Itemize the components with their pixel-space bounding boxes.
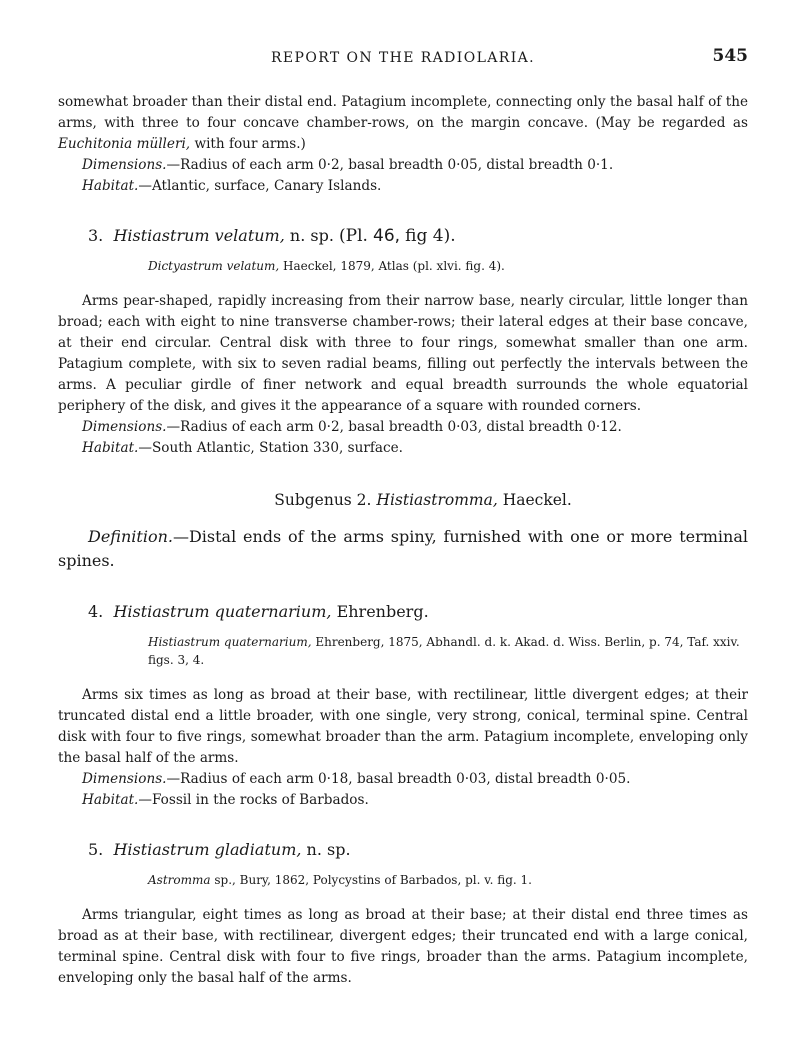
species-4-citation — [148, 633, 748, 669]
species-4-habitat — [58, 790, 748, 811]
species-authority: n. sp. — [306, 840, 351, 859]
species-4-description: Arms six times as long as broad at their base, with rectilinear, little divergent edges; at their truncated distal end a little broader, with one single, very strong, conical, terminal spine. Central disk with four to five rings, somewhat broader than the arm. Patagium incomplete, enveloping only the basal half of the arms. — [58, 687, 748, 766]
habitat-text: —Fossil in the rocks of Barbados. — [138, 792, 369, 808]
species-name: Histiastrum quaternarium, — [113, 602, 332, 621]
dimensions-text: —Radius of each arm 0·2, basal breadth 0·05, distal breadth 0·1. — [166, 157, 614, 173]
species-4-dimensions — [58, 769, 748, 790]
plate-number: 46, — [373, 226, 401, 246]
page-body — [58, 92, 748, 989]
dimensions-text: —Radius of each arm 0·2, basal breadth 0·03, distal breadth 0·12. — [166, 419, 622, 435]
subgenus-name: Histiastromma, — [376, 491, 498, 509]
subgenus-author: Haeckel. — [502, 491, 572, 509]
species-3-heading — [88, 225, 748, 247]
citation-text: Ehrenberg, 1875, Abhandl. d. k. Akad. d. Wiss. Berlin, p. 74, Taf. xxiv. figs. 3, 4. — [148, 635, 740, 667]
habitat-label: Habitat. — [82, 178, 139, 194]
intro-taxon: Euchitonia mülleri, — [58, 136, 191, 152]
dimensions-label: Dimensions. — [82, 419, 167, 435]
species-3-habitat — [58, 438, 748, 459]
species-number: 3. — [88, 226, 104, 245]
dimensions-label: Dimensions. — [82, 771, 167, 787]
species-number: 4. — [88, 602, 104, 621]
intro-dimensions — [58, 155, 748, 176]
habitat-text: —Atlantic, surface, Canary Islands. — [138, 178, 382, 194]
subgenus-prefix: Subgenus 2. — [274, 491, 372, 509]
dimensions-text: —Radius of each arm 0·18, basal breadth 0·03, distal breadth 0·05. — [166, 771, 631, 787]
page-header — [58, 46, 748, 70]
habitat-label: Habitat. — [82, 440, 139, 456]
species-authority: n. sp. — [289, 226, 334, 245]
species-4-heading — [88, 601, 748, 623]
species-5-citation — [148, 871, 748, 889]
subgenus-definition — [58, 525, 748, 573]
page-number: 545 — [712, 46, 748, 66]
citation-text: Haeckel, 1879, Atlas (pl. xlvi. fig. 4). — [283, 259, 505, 273]
definition-label: Definition. — [88, 527, 173, 546]
intro-habitat — [58, 176, 748, 197]
species-3-description: Arms pear-shaped, rapidly increasing from their narrow base, nearly circular, little longer than broad; each with eight to nine transverse chamber-rows; their lateral edges at their base concave, at their end circular. Central disk with three to four rings, somewhat smaller than one arm. Patagium complete, with six to seven radial beams, filling out perfectly the intervals between the arms. A peculiar girdle of finer network and equal breadth surrounds the whole equatorial periphery of the disk, and gives it the appearance of a square with rounded corners. — [58, 293, 748, 414]
citation-taxon: Histiastrum quaternarium, — [148, 635, 312, 649]
citation-taxon: Astromma — [148, 873, 211, 887]
species-name: Histiastrum velatum, — [113, 226, 285, 245]
plate-figure: fig 4). — [405, 226, 456, 246]
citation-text: sp., Bury, 1862, Polycystins of Barbados, pl. v. fig. 1. — [214, 873, 532, 887]
intro-text: somewhat broader than their distal end. Patagium incomplete, connecting only the basal half of the arms, with three to four concave chamber-rows, on the margin concave. (May be regarded as — [58, 94, 748, 131]
habitat-text: —South Atlantic, Station 330, surface. — [138, 440, 403, 456]
definition-text: —Distal ends of the arms spiny, furnished with one or more terminal spines. — [58, 527, 748, 570]
species-5-description: Arms triangular, eight times as long as broad at their base; at their distal end three times as broad as at their base, with rectilinear, divergent edges; their truncated end with a large conical, terminal spine. Central disk with four to five rings, broader than the arms. Patagium incomplete, enveloping only the basal half of the arms. — [58, 907, 748, 986]
running-title: REPORT ON THE RADIOLARIA. — [270, 50, 536, 66]
species-3-citation — [148, 257, 748, 275]
citation-taxon: Dictyastrum velatum, — [148, 259, 280, 273]
species-number: 5. — [88, 840, 104, 859]
habitat-label: Habitat. — [82, 792, 139, 808]
species-name: Histiastrum gladiatum, — [113, 840, 302, 859]
species-authority: Ehrenberg. — [336, 602, 429, 621]
dimensions-label: Dimensions. — [82, 157, 167, 173]
plate-prefix: (Pl. — [339, 226, 368, 246]
intro-text-end: with four arms.) — [190, 136, 306, 152]
species-5-heading — [88, 839, 748, 861]
subgenus-heading — [58, 489, 748, 511]
intro-paragraph — [58, 92, 748, 155]
species-3-dimensions — [58, 417, 748, 438]
